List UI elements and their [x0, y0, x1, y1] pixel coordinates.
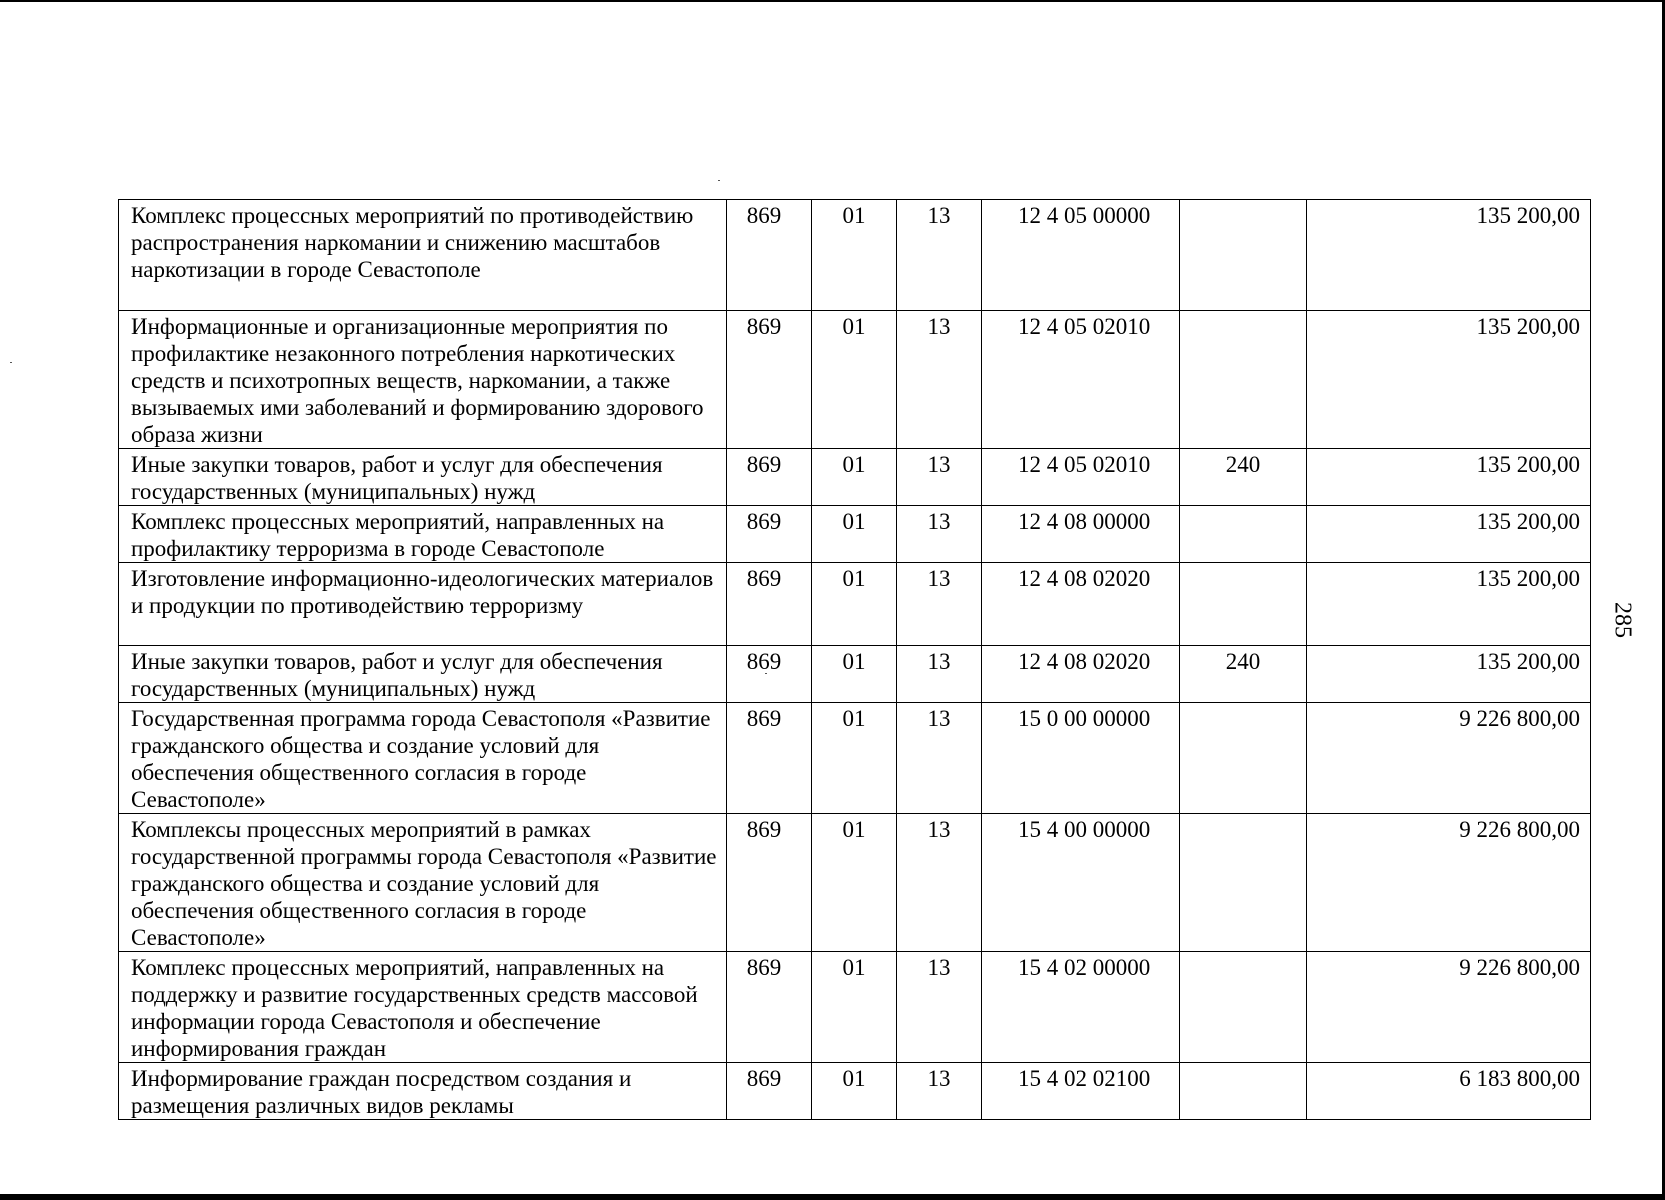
row-sum: 135 200,00: [1307, 449, 1591, 506]
row-vr: 240: [1180, 449, 1307, 506]
row-name: Изготовление информационно-идеологических материалов и продукции по противодействию терроризму: [119, 563, 727, 646]
table-row: [119, 311, 1591, 449]
row-csr: 12 4 05 00000: [982, 200, 1180, 311]
page-number: 285: [1609, 602, 1636, 638]
row-name: Иные закупки товаров, работ и услуг для обеспечения государственных (муниципальных) нужд: [119, 449, 727, 506]
row-grbs: 869: [727, 814, 812, 952]
table-row: [119, 563, 1591, 646]
row-vr: [1180, 703, 1307, 814]
row-vr: [1180, 1063, 1307, 1120]
row-csr: 15 4 02 02100: [982, 1063, 1180, 1120]
row-vr: [1180, 311, 1307, 449]
row-pr: 13: [897, 814, 982, 952]
row-name: Информационные и организационные мероприятия по профилактике незаконного потребления наркотических средств и психотропных веществ, наркомании, а также вызываемых ими заболеваний и формированию здорового образа жизни: [119, 311, 727, 449]
row-sum: 135 200,00: [1307, 506, 1591, 563]
table-row: [119, 703, 1591, 814]
row-name: Иные закупки товаров, работ и услуг для обеспечения государственных (муниципальных) нужд: [119, 646, 727, 703]
row-csr: 12 4 08 00000: [982, 506, 1180, 563]
row-pr: 13: [897, 311, 982, 449]
budget-table: [118, 199, 1591, 1120]
table-row: [119, 449, 1591, 506]
row-csr: 12 4 08 02020: [982, 563, 1180, 646]
row-name: Комплекс процессных мероприятий, направленных на профилактику терроризма в городе Севастополе: [119, 506, 727, 563]
row-name: Комплекс процессных мероприятий по противодействию распространения наркомании и снижению масштабов наркотизации в городе Севастополе: [119, 200, 727, 311]
row-grbs: 869: [727, 646, 812, 703]
row-vr: 240: [1180, 646, 1307, 703]
row-rz: 01: [812, 563, 897, 646]
row-grbs: 869: [727, 952, 812, 1063]
row-name: Комплекс процессных мероприятий, направленных на поддержку и развитие государственных средств массовой информации города Севастополя и обеспечение информирования граждан: [119, 952, 727, 1063]
row-vr: [1180, 506, 1307, 563]
row-name: Комплексы процессных мероприятий в рамках государственной программы города Севастополя «Развитие гражданского общества и создание условий для обеспечения общественного согласия в городе Севастополе»: [119, 814, 727, 952]
row-rz: 01: [812, 449, 897, 506]
row-pr: 13: [897, 563, 982, 646]
row-grbs: 869: [727, 563, 812, 646]
row-rz: 01: [812, 646, 897, 703]
row-sum: 135 200,00: [1307, 646, 1591, 703]
row-sum: 135 200,00: [1307, 200, 1591, 311]
row-pr: 13: [897, 200, 982, 311]
row-csr: 12 4 08 02020: [982, 646, 1180, 703]
row-sum: 9 226 800,00: [1307, 703, 1591, 814]
row-grbs: 869: [727, 703, 812, 814]
row-vr: [1180, 200, 1307, 311]
row-rz: 01: [812, 814, 897, 952]
row-rz: 01: [812, 506, 897, 563]
row-pr: 13: [897, 646, 982, 703]
row-rz: 01: [812, 1063, 897, 1120]
row-grbs: 869: [727, 449, 812, 506]
row-grbs: 869: [727, 506, 812, 563]
row-csr: 12 4 05 02010: [982, 311, 1180, 449]
row-vr: [1180, 952, 1307, 1063]
row-rz: 01: [812, 952, 897, 1063]
row-grbs: 869: [727, 1063, 812, 1120]
row-sum: 135 200,00: [1307, 311, 1591, 449]
row-csr: 15 4 02 00000: [982, 952, 1180, 1063]
row-pr: 13: [897, 506, 982, 563]
row-sum: 6 183 800,00: [1307, 1063, 1591, 1120]
row-rz: 01: [812, 200, 897, 311]
row-name: Государственная программа города Севастополя «Развитие гражданского общества и создание условий для обеспечения общественного согласия в городе Севастополе»: [119, 703, 727, 814]
row-vr: [1180, 814, 1307, 952]
row-pr: 13: [897, 952, 982, 1063]
table-row: [119, 200, 1591, 311]
row-pr: 13: [897, 703, 982, 814]
row-sum: 135 200,00: [1307, 563, 1591, 646]
row-csr: 15 0 00 00000: [982, 703, 1180, 814]
scan-speck: [718, 180, 720, 181]
table-row: [119, 814, 1591, 952]
row-vr: [1180, 563, 1307, 646]
row-sum: 9 226 800,00: [1307, 814, 1591, 952]
row-grbs: 869: [727, 311, 812, 449]
row-sum: 9 226 800,00: [1307, 952, 1591, 1063]
row-name: Информирование граждан посредством создания и размещения различных видов рекламы: [119, 1063, 727, 1120]
row-csr: 15 4 00 00000: [982, 814, 1180, 952]
scan-speck: [10, 362, 12, 363]
row-pr: 13: [897, 449, 982, 506]
table-row: [119, 506, 1591, 563]
table-row: [119, 952, 1591, 1063]
row-csr: 12 4 05 02010: [982, 449, 1180, 506]
row-grbs: 869: [727, 200, 812, 311]
row-rz: 01: [812, 311, 897, 449]
table-row: [119, 1063, 1591, 1120]
row-pr: 13: [897, 1063, 982, 1120]
table-row: [119, 646, 1591, 703]
row-rz: 01: [812, 703, 897, 814]
